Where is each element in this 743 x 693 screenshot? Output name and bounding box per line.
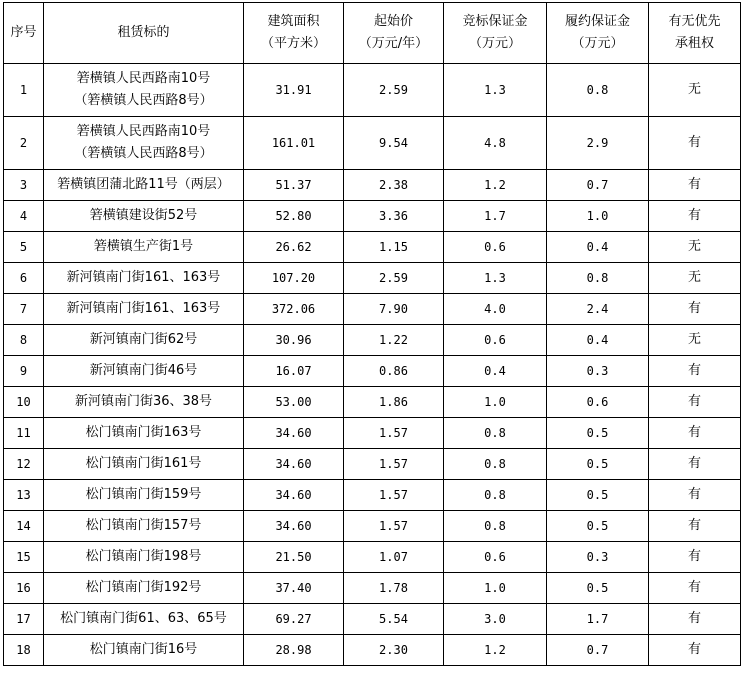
cell-bid-deposit: 4.0	[444, 294, 547, 325]
header-priority	[649, 3, 741, 64]
cell-price: 3.36	[344, 201, 444, 232]
cell-index: 3	[4, 170, 44, 201]
cell-bid-deposit: 0.6	[444, 325, 547, 356]
cell-subject-line1: 松门镇南门街159号	[85, 487, 202, 502]
cell-subject-line1: 箬横镇建设街52号	[89, 208, 198, 223]
cell-index: 1	[4, 64, 44, 117]
cell-index: 5	[4, 232, 44, 263]
cell-performance-deposit: 0.7	[547, 170, 649, 201]
cell-index: 11	[4, 418, 44, 449]
cell-bid-deposit: 3.0	[444, 604, 547, 635]
table-row	[4, 604, 741, 635]
cell-subject-line1: 箬横镇团蒲北路11号（两层）	[57, 177, 230, 192]
cell-price: 1.86	[344, 387, 444, 418]
cell-price: 9.54	[344, 117, 444, 170]
cell-bid-deposit: 0.4	[444, 356, 547, 387]
cell-bid-deposit: 0.8	[444, 418, 547, 449]
cell-index: 8	[4, 325, 44, 356]
cell-subject	[44, 263, 244, 294]
cell-index: 14	[4, 511, 44, 542]
cell-area: 34.60	[244, 418, 344, 449]
cell-subject-line1: 松门镇南门街198号	[85, 549, 202, 564]
cell-priority: 无	[649, 325, 741, 356]
header-bid-deposit-line1: 竞标保证金	[462, 14, 528, 29]
cell-performance-deposit: 0.5	[547, 511, 649, 542]
cell-subject	[44, 201, 244, 232]
header-priority-line1: 有无优先	[668, 14, 721, 29]
table-row	[4, 64, 741, 117]
cell-performance-deposit: 0.6	[547, 387, 649, 418]
cell-subject	[44, 387, 244, 418]
header-performance-deposit	[547, 3, 649, 64]
cell-index: 9	[4, 356, 44, 387]
cell-bid-deposit: 4.8	[444, 117, 547, 170]
cell-area: 53.00	[244, 387, 344, 418]
table-row	[4, 356, 741, 387]
cell-priority: 无	[649, 263, 741, 294]
cell-bid-deposit: 1.2	[444, 170, 547, 201]
cell-price: 0.86	[344, 356, 444, 387]
header-priority-line2: 承租权	[674, 36, 714, 51]
cell-bid-deposit: 1.0	[444, 573, 547, 604]
cell-area: 16.07	[244, 356, 344, 387]
table-row	[4, 449, 741, 480]
cell-area: 161.01	[244, 117, 344, 170]
cell-subject-line1: 新河镇南门街161、163号	[66, 270, 221, 285]
cell-performance-deposit: 0.3	[547, 356, 649, 387]
table-row	[4, 387, 741, 418]
cell-subject-line1: 松门镇南门街157号	[85, 518, 202, 533]
cell-performance-deposit: 2.4	[547, 294, 649, 325]
cell-index: 12	[4, 449, 44, 480]
cell-area: 34.60	[244, 511, 344, 542]
cell-index: 6	[4, 263, 44, 294]
cell-performance-deposit: 0.4	[547, 232, 649, 263]
header-performance-deposit-line2: （万元）	[571, 36, 624, 51]
cell-priority: 有	[649, 201, 741, 232]
cell-subject	[44, 325, 244, 356]
cell-price: 1.57	[344, 480, 444, 511]
table-row	[4, 263, 741, 294]
cell-performance-deposit: 0.5	[547, 480, 649, 511]
cell-area: 21.50	[244, 542, 344, 573]
table-row	[4, 635, 741, 666]
table-row	[4, 201, 741, 232]
cell-performance-deposit: 1.0	[547, 201, 649, 232]
table-row	[4, 418, 741, 449]
table-row	[4, 232, 741, 263]
cell-performance-deposit: 0.4	[547, 325, 649, 356]
header-price-line2: （万元/年）	[358, 36, 429, 51]
cell-priority: 有	[649, 480, 741, 511]
cell-area: 34.60	[244, 480, 344, 511]
cell-subject-line1: 松门镇南门街161号	[85, 456, 202, 471]
table-row	[4, 573, 741, 604]
rental-listing-table	[3, 2, 741, 666]
cell-bid-deposit: 1.3	[444, 263, 547, 294]
header-index: 序号	[4, 3, 44, 64]
cell-subject-line1: 新河镇南门街161、163号	[66, 301, 221, 316]
cell-subject-line1: 松门镇南门街16号	[89, 642, 198, 657]
cell-subject	[44, 573, 244, 604]
cell-price: 2.59	[344, 263, 444, 294]
cell-bid-deposit: 0.8	[444, 480, 547, 511]
cell-bid-deposit: 0.6	[444, 542, 547, 573]
header-bid-deposit-line2: （万元）	[468, 36, 521, 51]
table-row	[4, 480, 741, 511]
cell-performance-deposit: 0.8	[547, 263, 649, 294]
cell-price: 1.22	[344, 325, 444, 356]
cell-area: 30.96	[244, 325, 344, 356]
cell-performance-deposit: 0.5	[547, 573, 649, 604]
table-row	[4, 511, 741, 542]
cell-priority: 有	[649, 542, 741, 573]
header-bid-deposit	[444, 3, 547, 64]
cell-subject	[44, 170, 244, 201]
cell-price: 5.54	[344, 604, 444, 635]
header-area	[244, 3, 344, 64]
cell-subject	[44, 418, 244, 449]
cell-area: 28.98	[244, 635, 344, 666]
cell-performance-deposit: 0.8	[547, 64, 649, 117]
table-row	[4, 325, 741, 356]
cell-subject-line1: 箬横镇生产街1号	[93, 239, 194, 254]
cell-price: 1.07	[344, 542, 444, 573]
header-price-line1: 起始价	[373, 14, 413, 29]
header-subject: 租赁标的	[44, 3, 244, 64]
cell-subject-line1: 松门镇南门街163号	[85, 425, 202, 440]
cell-price: 1.57	[344, 418, 444, 449]
cell-area: 107.20	[244, 263, 344, 294]
cell-priority: 无	[649, 64, 741, 117]
cell-subject	[44, 635, 244, 666]
cell-bid-deposit: 0.8	[444, 511, 547, 542]
header-performance-deposit-line1: 履约保证金	[564, 14, 630, 29]
cell-index: 2	[4, 117, 44, 170]
cell-index: 16	[4, 573, 44, 604]
cell-area: 37.40	[244, 573, 344, 604]
cell-price: 2.30	[344, 635, 444, 666]
cell-bid-deposit: 1.3	[444, 64, 547, 117]
table-row	[4, 170, 741, 201]
cell-priority: 有	[649, 449, 741, 480]
cell-priority: 无	[649, 232, 741, 263]
cell-area: 34.60	[244, 449, 344, 480]
cell-priority: 有	[649, 294, 741, 325]
cell-bid-deposit: 1.0	[444, 387, 547, 418]
cell-priority: 有	[649, 573, 741, 604]
cell-subject	[44, 232, 244, 263]
cell-subject	[44, 64, 244, 117]
cell-performance-deposit: 0.7	[547, 635, 649, 666]
cell-index: 17	[4, 604, 44, 635]
cell-bid-deposit: 1.7	[444, 201, 547, 232]
header-area-line2: （平方米）	[260, 36, 326, 51]
cell-area: 372.06	[244, 294, 344, 325]
cell-index: 15	[4, 542, 44, 573]
cell-subject-line2: （箬横镇人民西路8号）	[74, 93, 213, 108]
cell-subject-line1: 松门镇南门街61、63、65号	[60, 611, 227, 626]
cell-subject-line1: 新河镇南门街46号	[89, 363, 198, 378]
cell-subject	[44, 542, 244, 573]
cell-area: 51.37	[244, 170, 344, 201]
cell-priority: 有	[649, 635, 741, 666]
cell-area: 52.80	[244, 201, 344, 232]
cell-subject	[44, 449, 244, 480]
header-area-line1: 建筑面积	[267, 14, 320, 29]
cell-subject-line2: （箬横镇人民西路8号）	[74, 146, 213, 161]
cell-subject-line1: 新河镇南门街36、38号	[74, 394, 213, 409]
cell-index: 18	[4, 635, 44, 666]
cell-performance-deposit: 0.3	[547, 542, 649, 573]
table-row	[4, 294, 741, 325]
cell-priority: 有	[649, 511, 741, 542]
cell-price: 1.57	[344, 511, 444, 542]
cell-performance-deposit: 1.7	[547, 604, 649, 635]
table-row	[4, 117, 741, 170]
cell-subject	[44, 604, 244, 635]
cell-performance-deposit: 0.5	[547, 418, 649, 449]
cell-subject	[44, 356, 244, 387]
cell-bid-deposit: 0.8	[444, 449, 547, 480]
cell-subject-line1: 新河镇南门街62号	[89, 332, 198, 347]
cell-subject-line1: 松门镇南门街192号	[85, 580, 202, 595]
cell-area: 26.62	[244, 232, 344, 263]
cell-priority: 有	[649, 356, 741, 387]
cell-price: 1.15	[344, 232, 444, 263]
cell-index: 13	[4, 480, 44, 511]
cell-priority: 有	[649, 604, 741, 635]
cell-subject	[44, 511, 244, 542]
cell-subject	[44, 117, 244, 170]
cell-area: 69.27	[244, 604, 344, 635]
cell-area: 31.91	[244, 64, 344, 117]
cell-bid-deposit: 0.6	[444, 232, 547, 263]
header-price	[344, 3, 444, 64]
cell-performance-deposit: 2.9	[547, 117, 649, 170]
cell-subject-line1: 箬横镇人民西路南10号	[76, 71, 211, 86]
cell-index: 4	[4, 201, 44, 232]
cell-index: 7	[4, 294, 44, 325]
cell-priority: 有	[649, 418, 741, 449]
table-body	[4, 64, 741, 666]
cell-subject	[44, 480, 244, 511]
cell-bid-deposit: 1.2	[444, 635, 547, 666]
cell-price: 1.78	[344, 573, 444, 604]
table-header-row	[4, 3, 741, 64]
cell-price: 2.59	[344, 64, 444, 117]
cell-priority: 有	[649, 170, 741, 201]
cell-performance-deposit: 0.5	[547, 449, 649, 480]
cell-subject-line1: 箬横镇人民西路南10号	[76, 124, 211, 139]
cell-price: 2.38	[344, 170, 444, 201]
cell-priority: 有	[649, 117, 741, 170]
cell-price: 1.57	[344, 449, 444, 480]
cell-index: 10	[4, 387, 44, 418]
cell-priority: 有	[649, 387, 741, 418]
cell-price: 7.90	[344, 294, 444, 325]
cell-subject	[44, 294, 244, 325]
table-row	[4, 542, 741, 573]
